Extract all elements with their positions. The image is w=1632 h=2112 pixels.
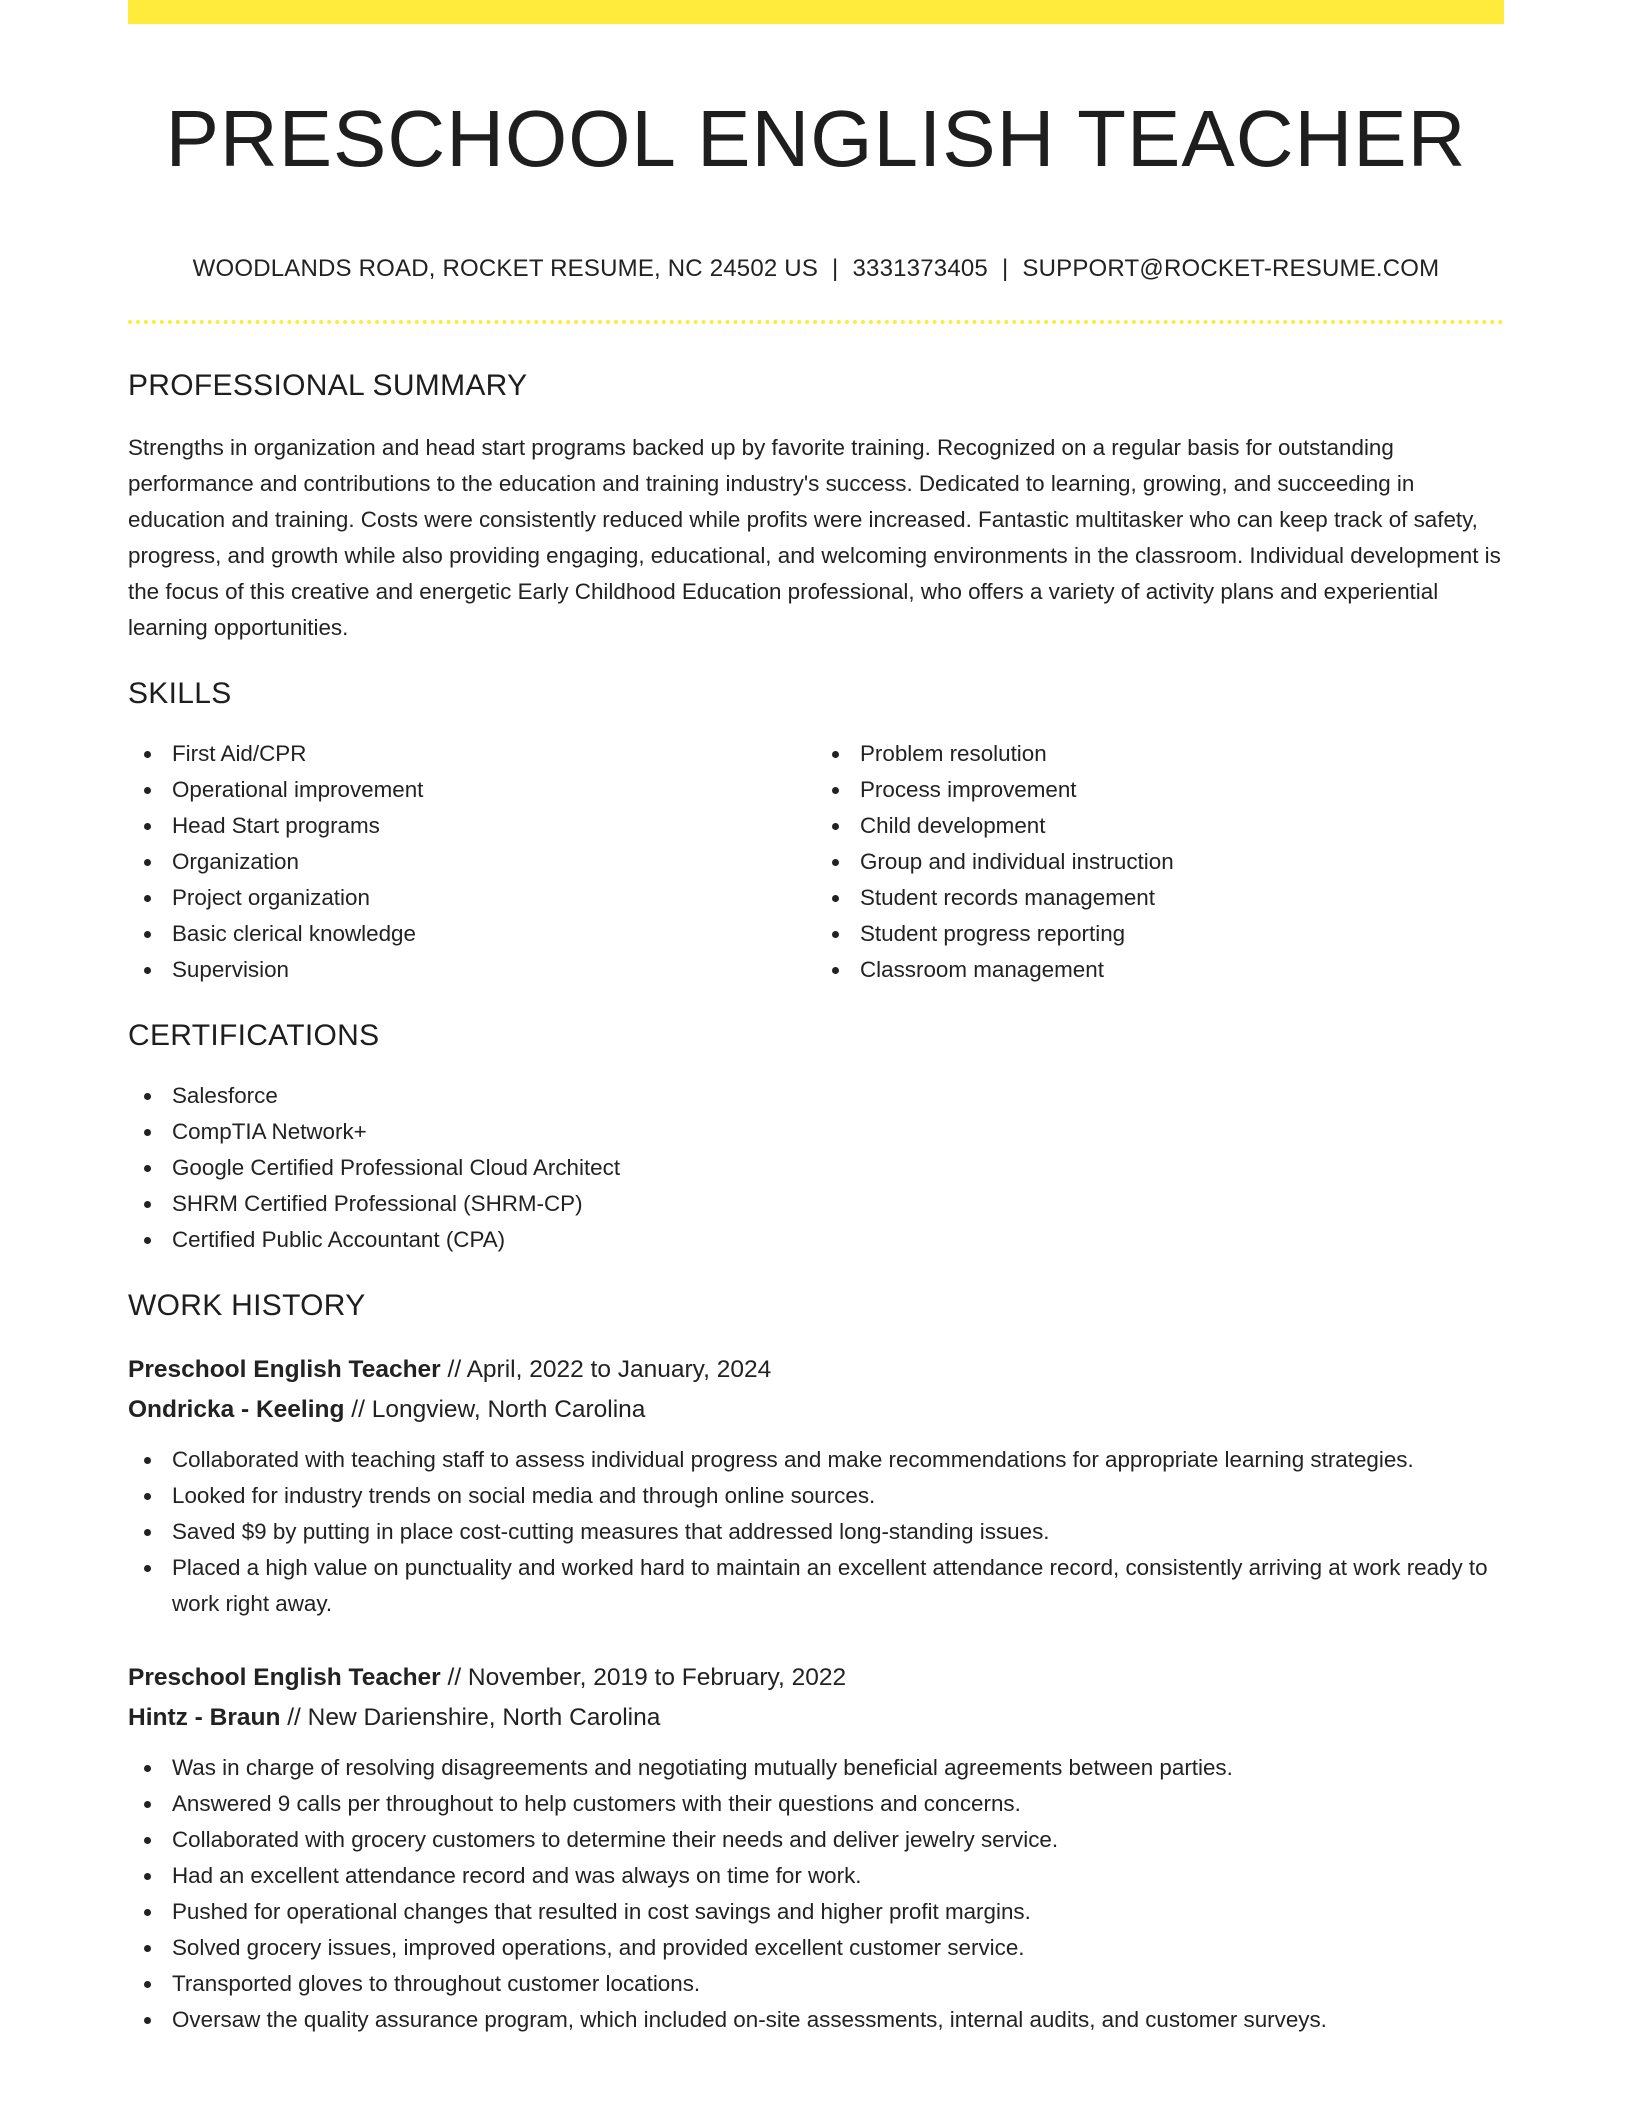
contact-separator: | <box>832 255 839 282</box>
contact-line <box>128 254 1504 284</box>
skills-list-right <box>816 736 1504 988</box>
job-bullet: Was in charge of resolving disagreements and negotiating mutually beneficial agreements between parties. <box>128 1750 1504 1786</box>
skill-item: Supervision <box>128 952 816 988</box>
resume-page <box>128 0 1504 2038</box>
top-accent-bar <box>128 0 1504 24</box>
certifications-heading: CERTIFICATIONS <box>128 1019 380 1052</box>
job-bullet: Collaborated with teaching staff to assess individual progress and make recommendations for appropriate learning strategies. <box>128 1442 1504 1478</box>
job-bullet: Transported gloves to throughout customer locations. <box>128 1966 1504 2002</box>
job-bullet: Looked for industry trends on social media and through online sources. <box>128 1478 1504 1514</box>
job-company-line <box>128 1390 1504 1430</box>
dotted-divider <box>128 320 1504 324</box>
summary-heading: PROFESSIONAL SUMMARY <box>128 369 528 402</box>
job-company-line <box>128 1698 1504 1738</box>
job-dates: // April, 2022 to January, 2024 <box>440 1356 772 1383</box>
skills-list-left <box>128 736 816 988</box>
skill-item: Child development <box>816 808 1504 844</box>
job-role: Preschool English Teacher <box>128 1356 441 1383</box>
certification-item: SHRM Certified Professional (SHRM-CP) <box>128 1186 1504 1222</box>
certification-item: Google Certified Professional Cloud Architect <box>128 1150 1504 1186</box>
contact-address: WOODLANDS ROAD, ROCKET RESUME, NC 24502 US <box>192 255 819 282</box>
skill-item: Head Start programs <box>128 808 816 844</box>
job-bullets <box>128 1750 1504 2038</box>
skills-columns <box>128 736 1504 988</box>
summary-text: Strengths in organization and head start programs backed up by favorite training. Recognized on a regular basis for outstanding performance and contributions to the education and training industry's success. Dedicated to learning, growing, and succeeding in education and training. Costs were consistently reduced while profits were increased. Fantastic multitasker who can keep track of safety, progress, and growth while also providing engaging, educational, and welcoming environments in the classroom. Individual development is the focus of this creative and energetic Early Childhood Education professional, who offers a variety of activity plans and experiential learning opportunities. <box>128 435 1501 640</box>
certifications-list <box>128 1078 1504 1258</box>
job-entry <box>128 1350 1504 1622</box>
job-role: Preschool English Teacher <box>128 1664 441 1691</box>
resume-name-title: PRESCHOOL ENGLISH TEACHER <box>165 94 1467 183</box>
certification-item: Certified Public Accountant (CPA) <box>128 1222 1504 1258</box>
job-company: Hintz - Braun <box>128 1704 281 1731</box>
job-bullet: Solved grocery issues, improved operations, and provided excellent customer service. <box>128 1930 1504 1966</box>
job-bullet: Collaborated with grocery customers to determine their needs and deliver jewelry service. <box>128 1822 1504 1858</box>
skill-item: Student records management <box>816 880 1504 916</box>
skill-item: First Aid/CPR <box>128 736 816 772</box>
job-bullet: Saved $9 by putting in place cost-cutting measures that addressed long-standing issues. <box>128 1514 1504 1550</box>
skill-item: Basic clerical knowledge <box>128 916 816 952</box>
skill-item: Process improvement <box>816 772 1504 808</box>
contact-email: SUPPORT@ROCKET-RESUME.COM <box>1022 255 1440 282</box>
certification-item: CompTIA Network+ <box>128 1114 1504 1150</box>
work-history-heading: WORK HISTORY <box>128 1289 366 1322</box>
skill-item: Operational improvement <box>128 772 816 808</box>
skill-item: Group and individual instruction <box>816 844 1504 880</box>
job-bullet: Pushed for operational changes that resulted in cost savings and higher profit margins. <box>128 1894 1504 1930</box>
job-entry <box>128 1658 1504 2038</box>
job-bullet: Answered 9 calls per throughout to help customers with their questions and concerns. <box>128 1786 1504 1822</box>
job-company: Ondricka - Keeling <box>128 1396 345 1423</box>
job-bullet: Oversaw the quality assurance program, which included on-site assessments, internal audits, and customer surveys. <box>128 2002 1504 2038</box>
contact-phone: 3331373405 <box>852 255 988 282</box>
job-bullet: Had an excellent attendance record and was always on time for work. <box>128 1858 1504 1894</box>
contact-separator: | <box>1001 255 1009 282</box>
skill-item: Project organization <box>128 880 816 916</box>
skills-heading: SKILLS <box>128 677 232 710</box>
skill-item: Student progress reporting <box>816 916 1504 952</box>
job-title-line <box>128 1658 1504 1698</box>
skill-item: Classroom management <box>816 952 1504 988</box>
certification-item: Salesforce <box>128 1078 1504 1114</box>
job-bullets <box>128 1442 1504 1622</box>
job-title-line <box>128 1350 1504 1390</box>
job-location: // New Darienshire, North Carolina <box>280 1704 661 1731</box>
skill-item: Problem resolution <box>816 736 1504 772</box>
job-dates: // November, 2019 to February, 2022 <box>440 1664 847 1691</box>
job-bullet: Placed a high value on punctuality and worked hard to maintain an excellent attendance record, consistently arriving at work ready to work right away. <box>128 1550 1504 1622</box>
skill-item: Organization <box>128 844 816 880</box>
job-location: // Longview, North Carolina <box>344 1396 646 1423</box>
